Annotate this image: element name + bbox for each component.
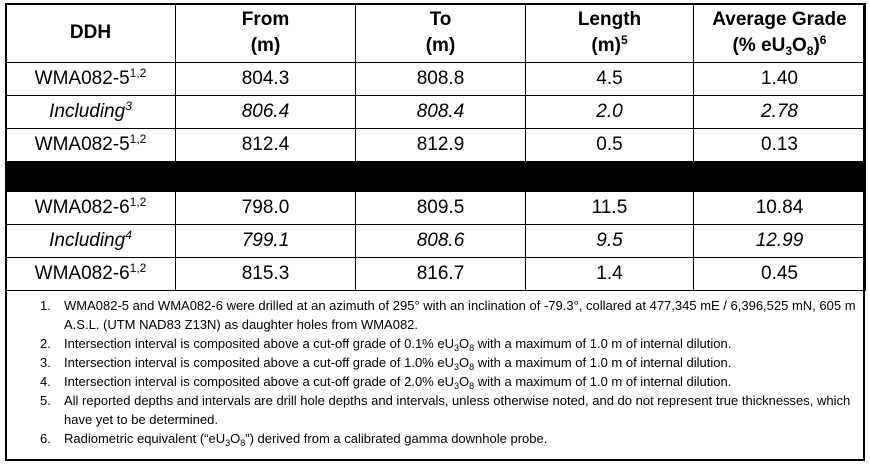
table-row <box>6 225 866 258</box>
footnote-text: Radiometric equivalent $(“eU_3O_8”)$ derived from a calibrated gamma downhole probe. <box>64 431 548 448</box>
cell-grade: 0.45 <box>694 258 866 291</box>
cell-length: 0.5 <box>526 129 694 162</box>
header-to: To (m) <box>356 4 526 63</box>
header-row <box>6 4 866 63</box>
table-row <box>6 63 866 96</box>
footnote-5 <box>20 391 860 429</box>
table-row <box>6 192 866 225</box>
footnote-3 <box>20 353 860 372</box>
cell-from: 799.1 <box>176 225 356 258</box>
footnote-number: 3. <box>40 355 51 370</box>
cell-ddh: WMA082-5$^{1,2}$ <box>6 129 176 162</box>
footnote-4 <box>20 372 860 391</box>
drill-results-table <box>5 3 866 291</box>
cell-to: 808.6 <box>356 225 526 258</box>
footnote-number: 4. <box>40 374 51 389</box>
cell-ddh: Including$^3$ <box>6 96 176 129</box>
footnote-1 <box>20 296 860 334</box>
cell-ddh: WMA082-6$^{1,2}$ <box>6 258 176 291</box>
footnote-text: Intersection interval is composited above a cut-off grade of 1.0% $eU_3O_8$ with a maximum of 1.0 m of internal dilution. <box>64 355 732 372</box>
cell-to: 816.7 <box>356 258 526 291</box>
cell-length: 11.5 <box>526 192 694 225</box>
cell-grade: 0.13 <box>694 129 866 162</box>
table-row <box>6 258 866 291</box>
cell-to: 809.5 <box>356 192 526 225</box>
separator-row <box>6 162 866 192</box>
cell-length: 4.5 <box>526 63 694 96</box>
footnote-text: Intersection interval is composited above a cut-off grade of 2.0% $eU_3O_8$ with a maximum of 1.0 m of internal dilution. <box>64 374 732 391</box>
footnote-number: 1. <box>40 298 51 313</box>
cell-grade: 10.84 <box>694 192 866 225</box>
footnote-2 <box>20 334 860 353</box>
footnote-number: 2. <box>40 336 51 351</box>
cell-ddh: WMA082-6$^{1,2}$ <box>6 192 176 225</box>
footnote-number: 6. <box>40 431 51 446</box>
table-row <box>6 129 866 162</box>
footnote-text: WMA082-5 and WMA082-6 were drilled at an azimuth of 295° with an inclination of -79.3°, collared at 477,345 mE / 6,396,525 mN, 605 m A.S.L. (UTM NAD83 Z13N) as daughter holes from WMA082. <box>64 298 856 332</box>
header-length: Length $(m)^5$ <box>526 4 694 63</box>
header-from: From (m) <box>176 4 356 63</box>
cell-to: 808.8 <box>356 63 526 96</box>
cell-from: 815.3 <box>176 258 356 291</box>
header-average-grade: Average Grade (% $eU_3O_8)^6$ <box>694 4 866 63</box>
footnote-text: All reported depths and intervals are drill hole depths and intervals, unless otherwise noted, and do not represent true thicknesses, which have yet to be determined. <box>64 393 851 427</box>
footnote-number: 5. <box>40 393 51 408</box>
footnote-text: Intersection interval is composited above a cut-off grade of 0.1% $eU_3O_8$ with a maximum of 1.0 m of internal dilution. <box>64 336 732 353</box>
cell-grade: 1.40 <box>694 63 866 96</box>
footnotes <box>20 296 860 448</box>
cell-ddh: WMA082-5$^{1,2}$ <box>6 63 176 96</box>
cell-to: 812.9 <box>356 129 526 162</box>
separator-bar <box>6 162 866 192</box>
cell-to: 808.4 <box>356 96 526 129</box>
cell-from: 812.4 <box>176 129 356 162</box>
cell-grade: 12.99 <box>694 225 866 258</box>
cell-grade: 2.78 <box>694 96 866 129</box>
cell-from: 806.4 <box>176 96 356 129</box>
cell-from: 804.3 <box>176 63 356 96</box>
table-row <box>6 96 866 129</box>
header-ddh: DDH <box>6 4 176 63</box>
cell-from: 798.0 <box>176 192 356 225</box>
cell-length: 2.0 <box>526 96 694 129</box>
cell-ddh: Including$^4$ <box>6 225 176 258</box>
footnote-6 <box>20 429 860 448</box>
cell-length: 1.4 <box>526 258 694 291</box>
cell-length: 9.5 <box>526 225 694 258</box>
